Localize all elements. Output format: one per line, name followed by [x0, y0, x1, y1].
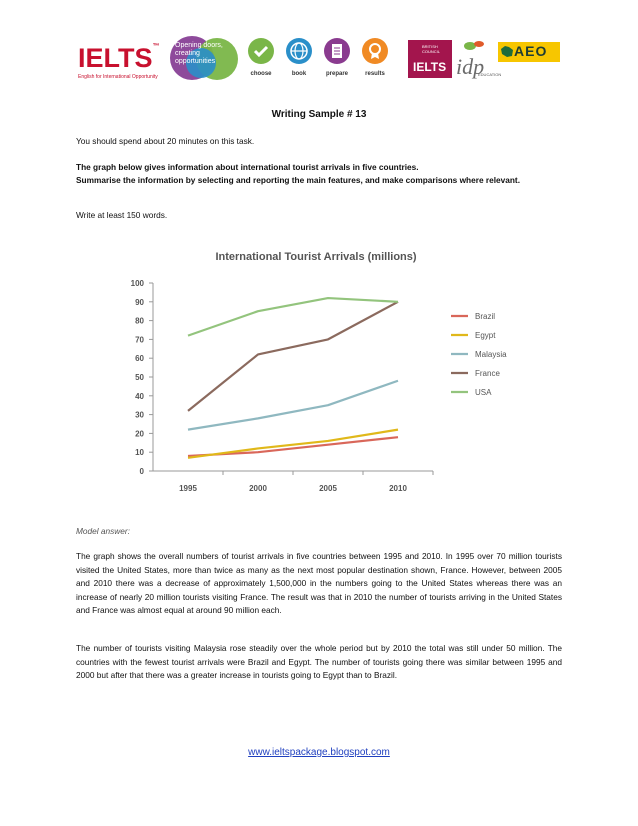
instruction-text: You should spend about 20 minutes on this task. — [76, 136, 255, 146]
series-line-malaysia — [188, 381, 398, 430]
y-tick-label: 60 — [135, 354, 144, 364]
line-chart — [108, 240, 528, 500]
ielts-logo-text: IELTS — [78, 43, 153, 73]
step-label-book: book — [291, 71, 307, 77]
british-council-ielts-logo — [408, 40, 452, 78]
chart-series-group — [188, 298, 398, 458]
x-tick-label: 2005 — [319, 484, 337, 493]
step-label-results: results — [365, 71, 385, 77]
step-label-prepare: prepare — [325, 71, 348, 77]
y-tick-label: 0 — [139, 467, 144, 476]
globe-icon — [286, 38, 312, 64]
chart-legend — [451, 312, 507, 397]
document-icon — [324, 38, 350, 64]
legend-label-malaysia: Malaysia — [475, 350, 507, 359]
aeo-text: AEO — [514, 43, 548, 59]
chart-axes — [131, 279, 433, 493]
rosette-icon — [362, 38, 388, 64]
legend-label-usa: USA — [475, 388, 492, 397]
page-title: Writing Sample # 13 — [271, 109, 367, 120]
answer-paragraph-2: The number of tourists visiting Malaysia rose steadily over the whole period but by 2010 the total was still under 50 million. The countries with the fewest tourist arrivals were Brazil and Egypt. The number of tourists going there was similar between 1995 and 2000 but after that there was a greater increase in tourists going to Egypt than to Brazil. — [76, 643, 562, 680]
x-tick-label: 1995 — [179, 484, 197, 493]
y-tick-label: 90 — [135, 297, 144, 307]
y-tick-label: 80 — [135, 316, 144, 326]
header-banner — [0, 30, 638, 88]
idp-logo: idp — [456, 54, 485, 79]
series-line-france — [188, 302, 398, 411]
x-tick-label: 2010 — [389, 484, 407, 493]
footer — [0, 747, 638, 758]
y-tick-label: 70 — [135, 335, 144, 345]
idp-leaf-icon — [462, 38, 486, 54]
y-tick-label: 10 — [135, 448, 144, 458]
check-icon — [248, 38, 274, 64]
step-label-choose: choose — [250, 71, 272, 77]
ielts-logo: IELTS™ — [78, 43, 160, 73]
y-tick-label: 100 — [130, 279, 144, 288]
y-tick-label: 30 — [135, 410, 144, 420]
ielts-tagline: English for International Opportunity — [78, 74, 158, 80]
y-tick-label: 20 — [135, 429, 144, 439]
slogan-text: Opening doors, creating opportunities — [175, 42, 223, 65]
series-line-egypt — [188, 430, 398, 458]
legend-label-france: France — [475, 369, 500, 378]
chart-title: International Tourist Arrivals (millions) — [215, 251, 417, 263]
model-answer-label: Model answer: — [76, 526, 130, 536]
answer-paragraph-1: The graph shows the overall numbers of tourist arrivals in five countries between 1995 and 2010. In 1995 over 70 million tourists visited the United States, more than twice as many as the next most popular destination shown, France. However, between 2005 and 2010 there was a decrease of approximately 1,500,000 in the numbers going to the United States whereas there was an increase of nearly 20 million tourists visiting France. The result was that in 2010 the number of tourists arriving in the United States and France was almost equal at around 90 million each. — [76, 551, 562, 615]
series-line-usa — [188, 298, 398, 336]
y-tick-label: 50 — [135, 373, 144, 382]
idp-sub: EDUCATION — [478, 72, 502, 77]
british-council-text: BRITISH COUNCIL — [422, 44, 441, 54]
task-line-2: Summarise the information by selecting and reporting the main features, and make comparisons where relevant. — [76, 175, 521, 185]
word-count-text: Write at least 150 words. — [76, 210, 168, 220]
legend-label-brazil: Brazil — [475, 312, 496, 321]
x-tick-label: 2000 — [249, 484, 267, 493]
footer-link[interactable]: www.ieltspackage.blogspot.com — [248, 747, 390, 758]
y-tick-label: 40 — [135, 391, 144, 401]
bc-ielts-text: IELTS — [413, 60, 447, 74]
australia-map-icon — [500, 44, 514, 59]
task-line-1: The graph below gives information about international tourist arrivals in five countries. — [76, 162, 419, 172]
legend-label-egypt: Egypt — [475, 331, 496, 340]
